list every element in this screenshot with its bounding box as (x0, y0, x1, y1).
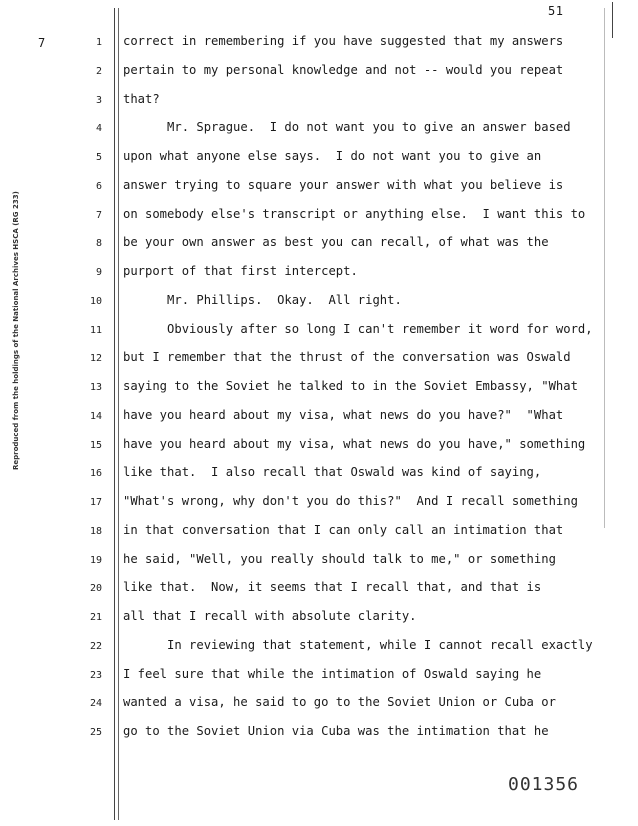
line-text: "What's wrong, why don't you do this?" And I recall something (123, 494, 578, 508)
transcript-line (0, 207, 638, 229)
line-text: I feel sure that while the intimation of Oswald saying he (123, 666, 542, 681)
transcript-line (0, 350, 638, 372)
line-number: 11 (89, 324, 102, 336)
line-number: 25 (89, 727, 102, 738)
transcript-line (0, 523, 638, 545)
transcript-line (0, 63, 638, 85)
line-text: purport of that first intercept. (123, 264, 358, 278)
transcript-line (0, 149, 638, 171)
transcript-line (0, 494, 638, 516)
page-number: 51 (548, 4, 564, 18)
line-text: he said, "Well, you really should talk to me," or something (123, 551, 556, 566)
transcript-line (0, 34, 638, 56)
line-text: go to the Soviet Union via Cuba was the intimation that he (123, 724, 549, 738)
transcript-line (0, 695, 638, 717)
line-number: 23 (89, 669, 102, 681)
line-number: 17 (89, 497, 102, 508)
line-number: 2 (95, 65, 102, 77)
line-text: Obviously after so long I can't remember it word for word, (123, 321, 593, 336)
transcript-line (0, 92, 638, 114)
transcript-line (0, 322, 638, 344)
line-text: answer trying to square your answer with what you believe is (123, 177, 564, 192)
line-number: 7 (95, 209, 102, 221)
line-number: 1 (95, 37, 102, 48)
line-number: 21 (89, 612, 102, 623)
line-number: 6 (95, 180, 102, 192)
line-number: 20 (89, 583, 102, 595)
margin-mark: 7 (38, 36, 46, 50)
transcript-line (0, 465, 638, 487)
line-number: 19 (89, 554, 102, 566)
line-text: be your own answer as best you can recall, of what was the (123, 235, 549, 250)
line-text: on somebody else's transcript or anything else. I want this to (123, 206, 586, 221)
line-text: correct in remembering if you have suggested that my answers (123, 34, 564, 48)
line-number: 12 (89, 353, 102, 365)
line-text: Mr. Sprague. I do not want you to give an answer based (123, 120, 571, 135)
line-text: like that. I also recall that Oswald was kind of saying, (123, 465, 542, 480)
line-number: 22 (89, 640, 102, 652)
line-number: 9 (95, 267, 102, 278)
line-number: 18 (89, 525, 102, 537)
right-corner-tick (612, 2, 613, 38)
transcript-line (0, 437, 638, 459)
line-number: 16 (89, 468, 102, 480)
line-number: 3 (95, 94, 102, 106)
transcript-line (0, 178, 638, 200)
transcript-line (0, 235, 638, 257)
transcript-line (0, 638, 638, 660)
line-text: Mr. Phillips. Okay. All right. (123, 292, 402, 307)
line-text: upon what anyone else says. I do not want you to give an (123, 149, 542, 163)
line-text: saying to the Soviet he talked to in the Soviet Embassy, "What (123, 379, 578, 393)
line-text: like that. Now, it seems that I recall that, and that is (123, 580, 542, 595)
line-number: 4 (95, 123, 102, 135)
transcript-line (0, 552, 638, 574)
transcript-line (0, 379, 638, 401)
line-text: wanted a visa, he said to go to the Soviet Union or Cuba or (123, 695, 556, 710)
line-number: 15 (89, 439, 102, 451)
line-text: have you heard about my visa, what news do you have?" "What (123, 407, 564, 422)
line-text: have you heard about my visa, what news do you have," something (123, 436, 586, 451)
archive-stamp: Reproduced from the holdings of the National Archives HSCA (RG 233) (12, 191, 20, 470)
line-text: all that I recall with absolute clarity. (123, 609, 417, 623)
transcript-line (0, 293, 638, 315)
line-number: 5 (95, 152, 102, 163)
line-number: 14 (89, 410, 102, 422)
line-number: 8 (95, 238, 102, 250)
transcript-line (0, 580, 638, 602)
line-text: in that conversation that I can only call an intimation that (123, 522, 564, 537)
line-number: 10 (89, 295, 102, 307)
line-text: but I remember that the thrust of the conversation was Oswald (123, 350, 571, 365)
transcript-line (0, 120, 638, 142)
line-text: In reviewing that statement, while I cannot recall exactly (123, 637, 593, 652)
line-text: that? (123, 91, 160, 106)
transcript-line (0, 667, 638, 689)
line-text: pertain to my personal knowledge and not -- would you repeat (123, 62, 564, 77)
line-number: 13 (89, 382, 102, 393)
transcript-line (0, 609, 638, 631)
bates-number: 001356 (508, 774, 580, 795)
line-number: 24 (89, 698, 102, 710)
transcript-line (0, 408, 638, 430)
transcript-line (0, 724, 638, 746)
transcript-line (0, 264, 638, 286)
